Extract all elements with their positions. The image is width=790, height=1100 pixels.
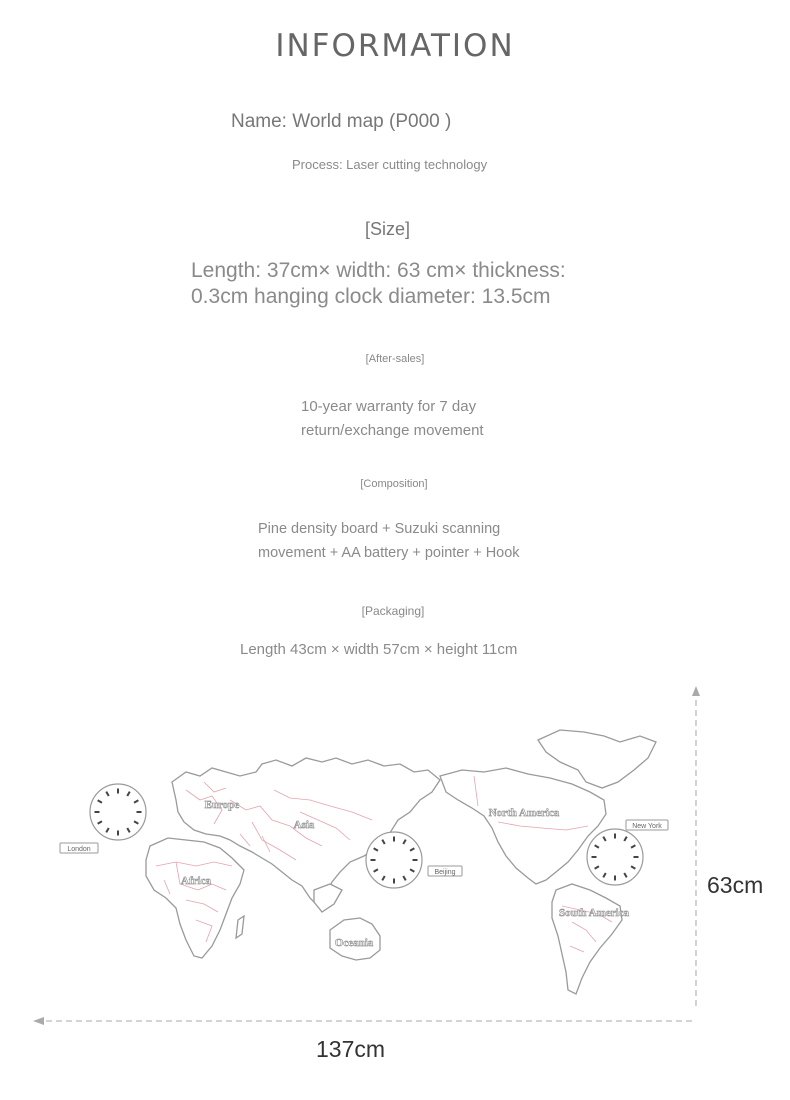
clock-tick <box>95 811 100 813</box>
beijing-label: Beijing <box>434 869 456 876</box>
height-dimension-label: 63cm <box>707 872 764 898</box>
oceania-label: Oceania <box>334 937 374 949</box>
after-sales-heading: [After-sales] <box>365 353 425 365</box>
process-line: Process: Laser cutting technology <box>292 157 488 172</box>
london-tag <box>60 843 98 853</box>
height-dimension-line <box>692 686 700 1006</box>
size-line-1: Length: 37cm× width: 63 cm× thickness: <box>191 259 566 282</box>
left-arrow-icon <box>33 1017 44 1025</box>
clock-tick <box>413 859 418 861</box>
clock-tick <box>592 856 597 858</box>
after-sales-line-2: return/exchange movement <box>301 422 484 439</box>
clock-tick <box>614 876 616 881</box>
new-york-clock <box>587 829 643 885</box>
clock-tick <box>393 837 395 842</box>
africa-label: Africa <box>181 875 211 887</box>
asia-label: Asia <box>293 819 315 831</box>
africa-shape <box>146 838 244 958</box>
london-clock <box>90 784 146 840</box>
clock-tick <box>117 831 119 836</box>
beijing-tag <box>428 866 462 876</box>
beijing-clock <box>366 832 422 888</box>
south-america-label: South America <box>559 907 629 919</box>
north-america-label: North America <box>488 807 560 819</box>
new-york-tag <box>626 820 668 830</box>
london-label: London <box>67 846 91 853</box>
packaging-details: Length 43cm × width 57cm × height 11cm <box>240 641 518 658</box>
composition-line-1: Pine density board + Suzuki scanning <box>258 521 501 537</box>
product-name: Name: World map (P000 ) <box>231 111 452 132</box>
clock-tick <box>371 859 376 861</box>
new-york-label: New York <box>632 823 662 830</box>
clock-tick <box>137 811 142 813</box>
size-heading: [Size] <box>364 219 411 239</box>
size-line-2: 0.3cm hanging clock diameter: 13.5cm <box>191 285 551 308</box>
madagascar-shape <box>236 916 244 938</box>
composition-heading: [Composition] <box>360 478 428 490</box>
europe-label: Europe <box>204 799 240 811</box>
width-dimension-line <box>33 1017 692 1025</box>
south-america-shape <box>552 884 622 994</box>
clock-tick <box>614 834 616 839</box>
page-title: INFORMATION <box>275 28 515 64</box>
composition-line-2: movement + AA battery + pointer + Hook <box>258 545 520 561</box>
after-sales-line-1: 10-year warranty for 7 day <box>301 398 477 415</box>
width-dimension-label: 137cm <box>316 1036 386 1062</box>
packaging-heading: [Packaging] <box>361 604 425 618</box>
up-arrow-icon <box>692 686 700 696</box>
clock-tick <box>393 879 395 884</box>
clock-tick <box>634 856 639 858</box>
clock-tick <box>117 789 119 794</box>
southeast-asia-shape <box>314 884 342 912</box>
